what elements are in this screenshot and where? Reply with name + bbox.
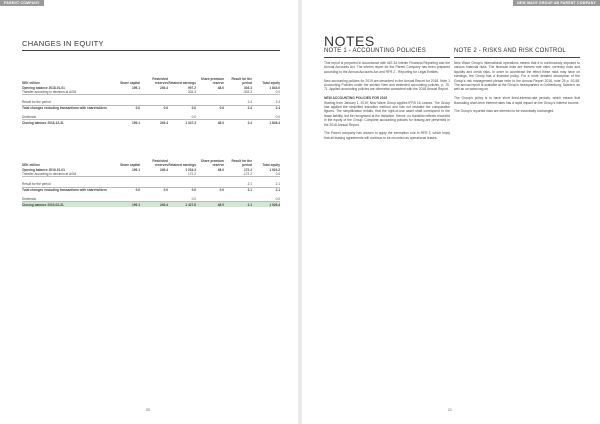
cell-value: 0.0 <box>252 197 280 202</box>
cell-value: 0.0 <box>252 115 280 120</box>
cell-value: 48.0 <box>217 85 224 90</box>
row-label: Transfer according to decision at AGM <box>22 172 112 177</box>
column-header: Total equity <box>262 80 280 85</box>
cell-value: 2.1 <box>224 202 252 207</box>
note1-paragraph: New accounting policies for 2019 are described in the Annual Report for 2018, Note 1 Accounting Policies under the section New and amended accounting policies, p. 70-71. Applied accounting policies are otherwise consistent with the 2018 Annual Report. <box>324 78 450 92</box>
note1-rule <box>324 57 450 58</box>
cell-value: 1 924.2 <box>269 167 280 172</box>
cell-value: 199.1 <box>132 85 140 90</box>
cell-value: 249.4 <box>160 85 168 90</box>
row-label: Result for the period <box>22 182 112 187</box>
cell-value: 48.0 <box>217 120 224 125</box>
cell-value: 172.2 <box>244 167 252 172</box>
cell-value: 1 846.4 <box>269 120 280 125</box>
left-header-tag: PARENT COMPANY <box>0 0 44 6</box>
cell-value: 0.0 <box>168 197 196 202</box>
column-header: Retained earnings <box>168 162 196 167</box>
cell-value: 0.0 <box>191 187 196 192</box>
cell-value: 1 843.0 <box>269 85 280 90</box>
left-page <box>0 0 298 424</box>
cell-value: 2.1 <box>247 187 252 192</box>
row-label: Transfer according to decision at AGM <box>22 90 112 95</box>
cell-value: 199.1 <box>112 202 140 207</box>
cell-value: 249.4 <box>160 167 168 172</box>
note1-paragraph: This report is prepared in accordance with IAS 34 Interim Financial Reporting and the Annual Accounts Act. The interim report for the Parent Company has been prepared according to the Annual Accounts Act and RFR 2 - Reporting for Legal Entities. <box>324 61 450 74</box>
row-label: Opening balance 2018-01-01 <box>22 85 65 90</box>
note1-paragraph: The Parent company has chosen to apply the exemption rule in RFR 2, which imply that all leasing agreements will continue to be recorded as operational leases. <box>324 131 450 140</box>
cell-value: 0.0 <box>163 187 168 192</box>
cell-value: 2.1 <box>252 182 280 187</box>
right-header-tag: NEW WAVE GROUP AB PARENT COMPANY <box>513 0 600 6</box>
column-header: Restricted reserves <box>152 159 168 167</box>
cell-value: 0.0 <box>163 105 168 110</box>
column-header-unit: SEK million <box>22 80 40 85</box>
cell-value: -303.3 <box>224 90 252 95</box>
row-label: Dividends <box>22 115 112 120</box>
page-number-right: 21 <box>448 408 452 412</box>
note1-paragraph: Starting from January 1, 2019, New Wave Group applies IFRS 16 Leases. The Group has applied the simplified transition method and has not restated the comparative figures. The simplification entails, that the right-of-use asset shall correspond to the lease liability, but be recognised at the transition. Hence, no transition effects recorded in the equity of the Group. Complete accounting policies for leasing are presented in the 2018 Annual Report. <box>324 100 450 127</box>
cell-value: -172.2 <box>224 172 252 177</box>
cell-value: 0.0 <box>168 115 196 120</box>
cell-value: 48.0 <box>196 202 224 207</box>
page-number-left: 20 <box>146 408 150 412</box>
cell-value: 1 427.8 <box>168 202 196 207</box>
note2-paragraph: New Wave Group's international operations means that it is continuously exposed to various financial risks. The financial risks are interest rate risks, currency risks and liquidity and credit risks. In order to counteract the effect these risks may have on earnings, the Group has a financial policy. For a more detailed description of the Group's risk management please refer to the Annual Report 2018, note 25 p. 92-98. The annual report is available at the Group's headquarters in Gothenburg, Sweden, as well as on www.nwg.se. <box>454 61 580 92</box>
note1-body <box>324 61 450 145</box>
cell-value: 2.4 <box>252 100 280 105</box>
row-label: Closing balance 2018-12-31 <box>22 120 64 125</box>
column-header: Retained earnings <box>168 80 196 85</box>
row-label: Result for the period <box>22 100 112 105</box>
table-row <box>22 120 280 125</box>
cell-value: 2.4 <box>275 105 280 110</box>
cell-value: 0.0 <box>191 105 196 110</box>
cell-value: 997.2 <box>188 85 196 90</box>
cell-value: 199.1 <box>132 167 140 172</box>
cell-value: 2.1 <box>224 182 252 187</box>
note2-heading: NOTE 2 - RISKS AND RISK CONTROL <box>454 48 566 54</box>
cell-value: 0.0 <box>219 187 224 192</box>
column-header: Share premium reserve <box>200 77 224 85</box>
column-header: Total equity <box>262 162 280 167</box>
cell-value: 0.0 <box>252 172 280 177</box>
notes-title: NOTES <box>324 33 375 49</box>
note1-subheading: NEW ACCOUNTING POLICIES FOR 2019 <box>324 96 388 101</box>
column-header: Restricted reserves <box>152 77 168 85</box>
column-header: Result for the period <box>231 77 252 85</box>
note2-paragraph: The Group's policy is to have short fixed-interest-rate periods, which means that fluctuating short-term interest rates has a rapid impact on the Group's interest income. <box>454 96 580 105</box>
cell-value: 249.4 <box>140 202 168 207</box>
table-header-row <box>22 78 280 85</box>
table-header-row <box>22 160 280 167</box>
column-header: Result for the period <box>231 159 252 167</box>
table-row <box>22 202 280 207</box>
column-header: Share capital <box>120 162 140 167</box>
note2-rule <box>454 57 580 58</box>
row-label: Total changes excluding transactions with shareholders <box>22 105 107 110</box>
note2-body <box>454 61 580 118</box>
equity-table-2018 <box>22 78 280 125</box>
equity-table-2019 <box>22 160 280 207</box>
cell-value: 1 347.3 <box>185 120 196 125</box>
cell-value: 48.0 <box>217 167 224 172</box>
right-page <box>302 0 600 424</box>
row-label: Dividends <box>22 197 112 202</box>
cell-value: 2.4 <box>224 100 252 105</box>
column-header: Share premium reserve <box>200 159 224 167</box>
cell-value: 2.4 <box>247 105 252 110</box>
note2-paragraph: The Group's reported risks are deemed to be essentially unchanged. <box>454 109 555 114</box>
cell-value: 2.1 <box>275 187 280 192</box>
changes-in-equity-title: CHANGES IN EQUITY <box>22 39 104 48</box>
cell-value: 0.0 <box>252 90 280 95</box>
cell-value: 0.0 <box>135 105 140 110</box>
row-label: Total changes excluding transactions with shareholders <box>22 187 107 192</box>
row-label: Closing balance 2019-03-31 <box>22 202 112 207</box>
cell-value: 0.0 <box>135 187 140 192</box>
cell-value: 2.4 <box>247 120 252 125</box>
column-header: Share capital <box>120 80 140 85</box>
note1-heading: NOTE 1 - ACCOUNTING POLICIES <box>324 48 426 54</box>
row-label: Opening balance 2019-01-01 <box>22 167 65 172</box>
cell-value: 303.3 <box>244 85 252 90</box>
title-rule <box>22 50 280 51</box>
cell-value: 249.4 <box>160 120 168 125</box>
cell-value: 0.0 <box>219 105 224 110</box>
cell-value: 1 234.3 <box>185 167 196 172</box>
column-header-unit: SEK million <box>22 162 40 167</box>
cell-value: 172.2 <box>168 172 196 177</box>
cell-value: 1 926.4 <box>252 202 280 207</box>
cell-value: 199.1 <box>132 120 140 125</box>
cell-value: 303.3 <box>168 90 196 95</box>
